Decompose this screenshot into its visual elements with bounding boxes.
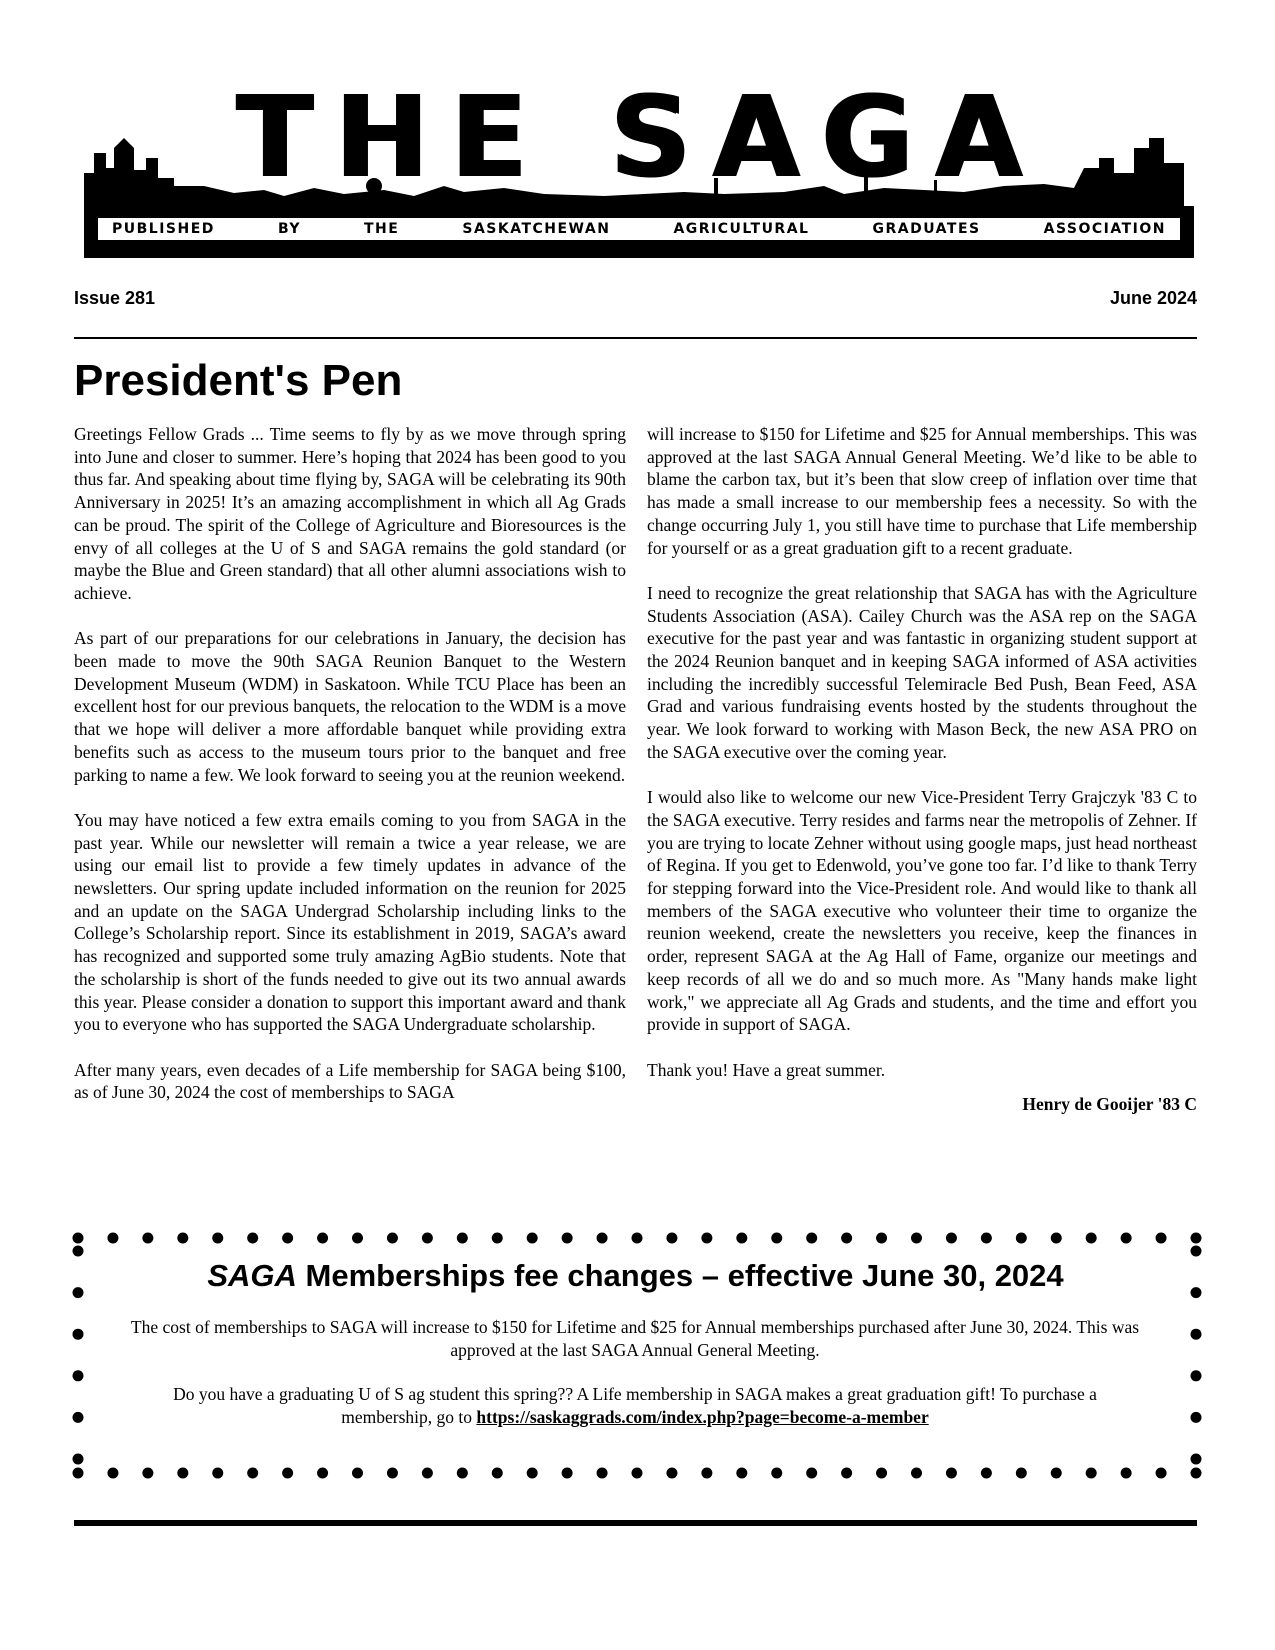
border-dot <box>73 1233 84 1244</box>
border-dot <box>527 1468 538 1479</box>
border-dot <box>352 1233 363 1244</box>
border-dot <box>387 1233 398 1244</box>
border-dot <box>771 1468 782 1479</box>
border-dot <box>841 1233 852 1244</box>
strip-word: ASSOCIATION <box>1043 221 1166 237</box>
issue-date: June 2024 <box>1109 288 1197 308</box>
border-dot <box>317 1468 328 1479</box>
border-dot <box>457 1233 468 1244</box>
border-dot <box>73 1468 84 1479</box>
border-dot <box>247 1468 258 1479</box>
border-dot <box>946 1233 957 1244</box>
border-dot <box>1191 1233 1202 1244</box>
border-dot <box>457 1468 468 1479</box>
border-dot <box>666 1468 677 1479</box>
issue-number: Issue 281 <box>74 288 156 308</box>
paragraph: After many years, even decades of a Life membership for SAGA being $100, as of June 30, 2024 the cost of memberships to SAGA <box>74 1059 626 1103</box>
border-dot <box>142 1233 153 1244</box>
border-dot <box>317 1233 328 1244</box>
masthead-title: THE SAGA <box>235 73 1043 203</box>
article-heading: President's Pen <box>74 356 403 405</box>
masthead <box>84 73 1194 258</box>
border-dot <box>1121 1233 1132 1244</box>
border-dot <box>107 1233 118 1244</box>
paragraph: I need to recognize the great relationship that SAGA has with the Agriculture Students Association (ASA). Cailey Church was the ASA rep on the SAGA executive for the past year and was fantastic in organizing student support at the 2024 Reunion banquet and in keeping SAGA informed of ASA activities including the incredibly successful Telemiracle Bed Push, Bean Feed, ASA Grad and various fundraising events hosted by the students throughout the year. We look forward to working with Mason Beck, the new ASA PRO on the SAGA executive over the coming year. <box>647 582 1197 762</box>
border-dot <box>142 1468 153 1479</box>
border-dot <box>876 1233 887 1244</box>
border-dot <box>562 1468 573 1479</box>
border-dot <box>911 1233 922 1244</box>
border-dot <box>736 1233 747 1244</box>
footer-rule <box>74 1520 1197 1526</box>
strip-word: THE <box>364 221 400 237</box>
border-dot <box>1156 1468 1167 1479</box>
border-dot <box>632 1468 643 1479</box>
border-dot <box>1191 1412 1202 1423</box>
border-dot <box>73 1370 84 1381</box>
box-paragraph-link <box>130 1383 1140 1429</box>
border-dot <box>736 1468 747 1479</box>
border-dot <box>1051 1468 1062 1479</box>
border-dot <box>1086 1468 1097 1479</box>
border-dot <box>981 1468 992 1479</box>
strip-word: GRADUATES <box>872 221 981 237</box>
border-dot <box>771 1233 782 1244</box>
strip-word: SASKATCHEWAN <box>462 221 611 237</box>
box-title <box>74 1256 1197 1296</box>
border-dot <box>73 1454 84 1465</box>
border-dot <box>422 1468 433 1479</box>
border-dot <box>352 1468 363 1479</box>
paragraph: You may have noticed a few extra emails coming to you from SAGA in the past year. While our newsletter will remain a twice a year release, we are using our email list to provide a few timely updates in advance of the newsletters. Our spring update included information on the reunion for 2025 and an update on the SAGA Undergrad Scholarship including links to the College’s Scholarship report. Since its establishment in 2019, SAGA’s award has recognized and supported some truly amazing AgBio students. Note that the scholarship is short of the funds needed to give out its two annual awards this year. Please consider a donation to support this important award and thank you to everyone who has supported the SAGA Undergraduate scholarship. <box>74 809 626 1035</box>
border-dot <box>1121 1468 1132 1479</box>
border-dot <box>1156 1233 1167 1244</box>
border-dot <box>1086 1233 1097 1244</box>
signature: Henry de Gooijer '83 C <box>1022 1094 1197 1115</box>
right-column <box>647 423 1197 1116</box>
membership-link[interactable]: https://saskaggrads.com/index.php?page=become-a-member <box>476 1407 929 1427</box>
border-dot <box>1191 1329 1202 1340</box>
border-dot <box>981 1233 992 1244</box>
box-title-italic: SAGA <box>207 1258 297 1293</box>
border-dot <box>73 1329 84 1340</box>
border-dot <box>527 1233 538 1244</box>
left-column <box>74 423 626 1104</box>
border-dot <box>1191 1246 1202 1257</box>
border-dot <box>212 1233 223 1244</box>
header-rule <box>74 337 1197 339</box>
border-dot <box>492 1468 503 1479</box>
border-dot <box>73 1246 84 1257</box>
border-dot <box>701 1233 712 1244</box>
border-dot <box>177 1233 188 1244</box>
masthead-strip <box>96 216 1182 242</box>
border-dot <box>422 1233 433 1244</box>
border-dot <box>1191 1370 1202 1381</box>
border-dot <box>282 1468 293 1479</box>
border-dot <box>911 1468 922 1479</box>
border-dot <box>1051 1233 1062 1244</box>
box-paragraph-text: Do you have a graduating U of S ag student this spring?? A Life membership in SAGA makes a great graduation gift! To purchase a membership, go to <box>173 1384 1097 1427</box>
border-dot <box>107 1468 118 1479</box>
border-dot <box>492 1233 503 1244</box>
paragraph: will increase to $150 for Lifetime and $25 for Annual memberships. This was approved at the last SAGA Annual General Meeting. We’d like to be able to blame the carbon tax, but it’s been that slow creep of inflation over time that has made a small increase to our membership fees a necessity. So with the change occurring July 1, you still have time to purchase that Life membership for yourself or as a great graduation gift to a recent graduate. <box>647 424 1197 558</box>
border-dot <box>1016 1233 1027 1244</box>
border-dot <box>212 1468 223 1479</box>
border-dot <box>806 1233 817 1244</box>
border-dot <box>701 1468 712 1479</box>
box-paragraph: The cost of memberships to SAGA will increase to $150 for Lifetime and $25 for Annual memberships purchased after June 30, 2024. This was approved at the last SAGA Annual General Meeting. <box>130 1317 1140 1360</box>
border-dot <box>1191 1468 1202 1479</box>
paragraph: I would also like to welcome our new Vice-President Terry Grajczyk '83 C to the SAGA executive. Terry resides and farms near the metropolis of Zehner. If you are trying to locate Zehner without using google maps, just head northeast of Regina. If you get to Edenwold, you’ve gone too far. I’d like to thank Terry for stepping forward into the Vice-President role. And would like to thank all members of the SAGA executive who volunteer their time to organize the reunion weekend, create the newsletters you receive, keep the finances in order, represent SAGA at the Ag Hall of Fame, organize our meetings and keep records of all we do and so much more. As "Many hands make light work," we appreciate all Ag Grads and students, and the time and effort you provide in support of SAGA. <box>647 787 1197 1035</box>
border-dot <box>387 1468 398 1479</box>
border-dot <box>876 1468 887 1479</box>
border-dot <box>597 1468 608 1479</box>
border-dot <box>632 1233 643 1244</box>
dotted-border-bottom <box>72 1467 1202 1479</box>
paragraph: As part of our preparations for our celebrations in January, the decision has been made to move the 90th SAGA Reunion Banquet to the Western Development Museum (WDM) in Saskatoon. While TCU Place has been an excellent host for our previous banquets, the relocation to the WDM is a move that we hope will deliver a more affordable banquet while providing extra benefits such as access to the museum tours prior to the banquet and free parking to name a few. We look forward to seeing you at the reunion weekend. <box>74 628 626 785</box>
paragraph: Greetings Fellow Grads ... Time seems to fly by as we move through spring into June and closer to summer. Here’s hoping that 2024 has been good to you thus far. And speaking about time flying by, SAGA will be celebrating its 90th Anniversary in 2025! It’s an amazing accomplishment in which all Ag Grads can be proud. The spirit of the College of Agriculture and Bioresources is the envy of all colleges at the U of S and SAGA remains the gold standard (or maybe the Blue and Green standard) that all other alumni associations wish to achieve. <box>74 424 626 603</box>
border-dot <box>806 1468 817 1479</box>
border-dot <box>1016 1468 1027 1479</box>
box-title-text: Memberships fee changes – effective June 30, 2024 <box>296 1258 1064 1293</box>
paragraph: Thank you! Have a great summer. <box>647 1059 886 1080</box>
border-dot <box>946 1468 957 1479</box>
border-dot <box>841 1468 852 1479</box>
border-dot <box>73 1412 84 1423</box>
strip-word: BY <box>277 221 301 237</box>
border-dot <box>666 1233 677 1244</box>
border-dot <box>562 1233 573 1244</box>
dotted-border-top <box>72 1232 1202 1244</box>
border-dot <box>177 1468 188 1479</box>
border-dot <box>597 1233 608 1244</box>
border-dot <box>1191 1454 1202 1465</box>
border-dot <box>282 1233 293 1244</box>
strip-word: AGRICULTURAL <box>673 221 810 237</box>
border-dot <box>247 1233 258 1244</box>
strip-word: PUBLISHED <box>112 221 215 237</box>
